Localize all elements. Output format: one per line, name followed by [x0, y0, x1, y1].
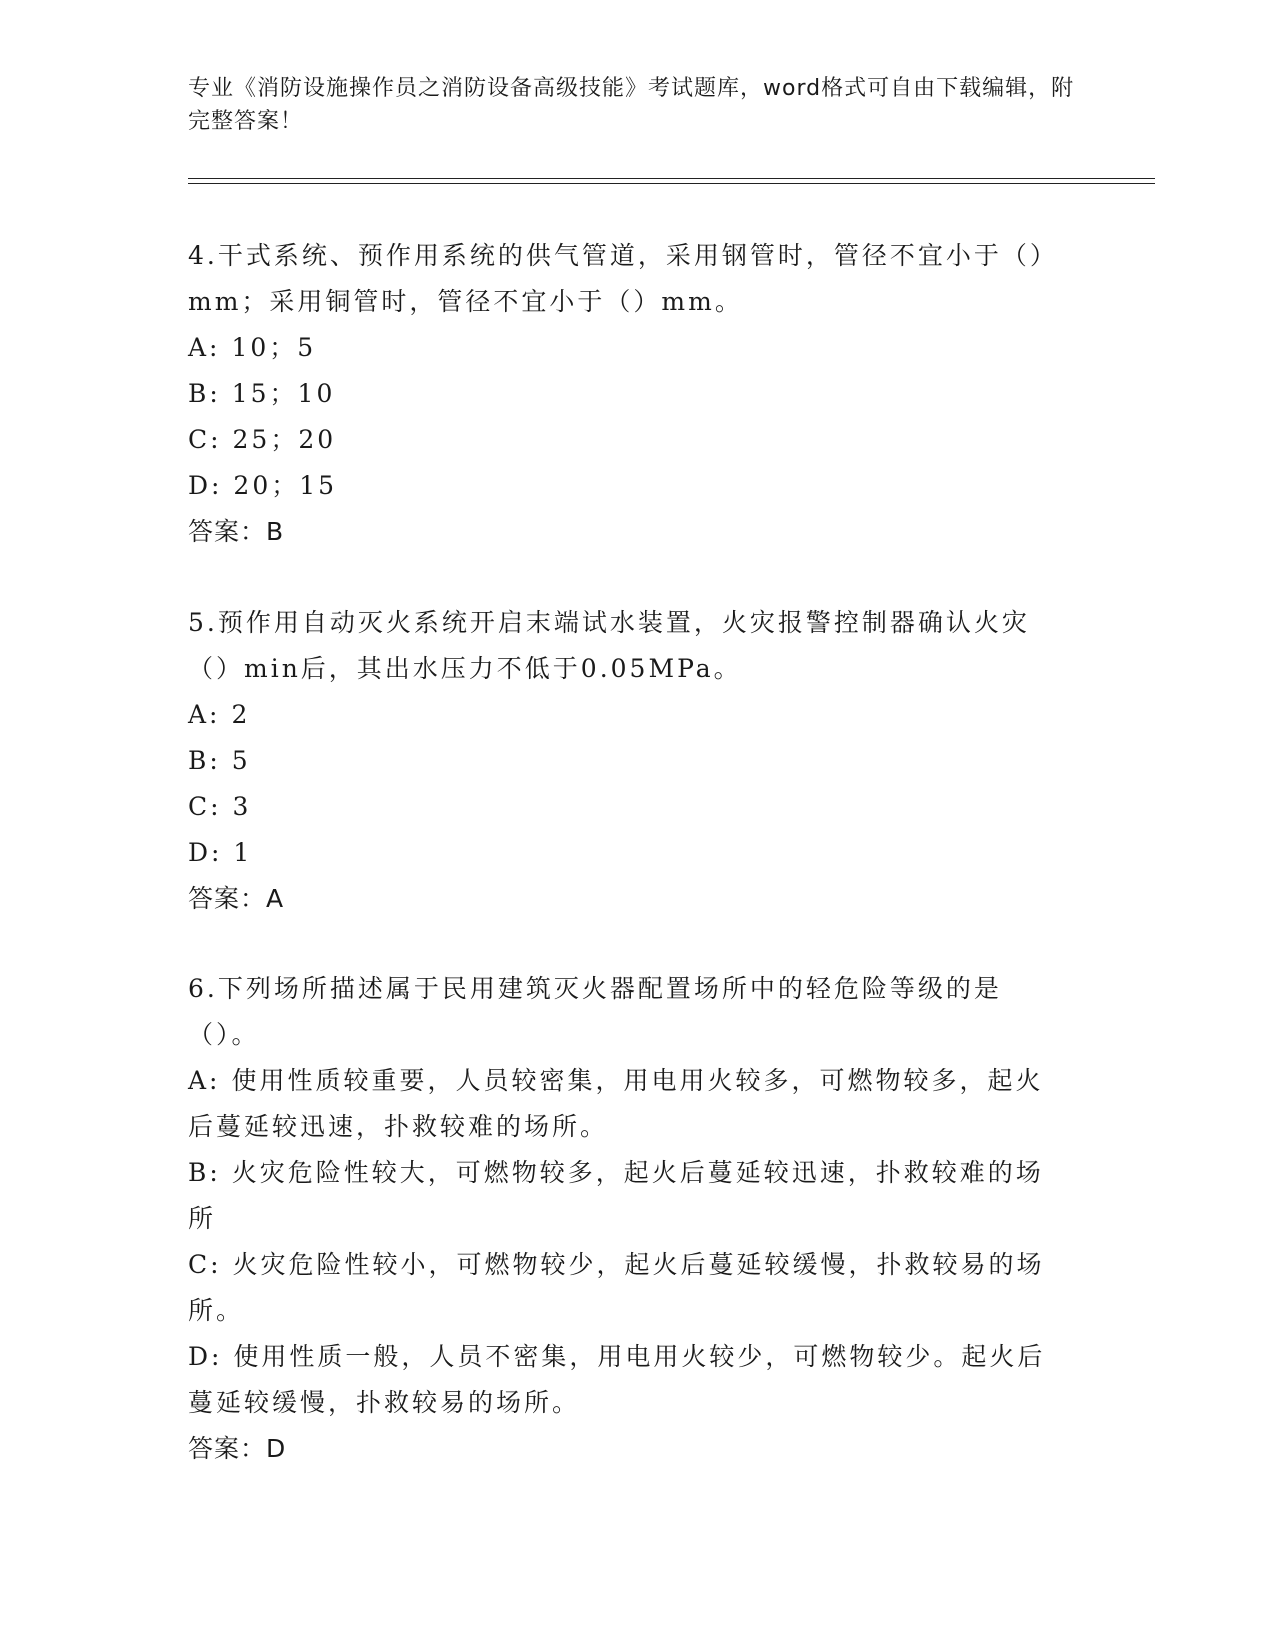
option-b [188, 371, 1068, 417]
option-b [188, 738, 1068, 784]
option-text: 20；15 [233, 471, 338, 500]
option-text: 使用性质一般，人员不密集，用电用火较少，可燃物较少。起火后蔓延较缓慢，扑救较易的场所。 [188, 1342, 1046, 1417]
option-text: 15；10 [231, 379, 336, 408]
page-header: 专业《消防设施操作员之消防设备高级技能》考试题库，word格式可自由下载编辑，附完整答案！ [188, 76, 1075, 134]
answer-line: 答案：A [188, 884, 285, 913]
question-5 [188, 600, 1068, 922]
option-a [188, 325, 1068, 371]
option-letter: C: [188, 792, 222, 821]
option-text: 1 [233, 838, 253, 867]
option-c [188, 784, 1068, 830]
option-c [188, 417, 1068, 463]
option-letter: B: [188, 379, 221, 408]
question-6 [188, 966, 1068, 1472]
option-text: 火灾危险性较小，可燃物较少，起火后蔓延较缓慢，扑救较易的场所。 [188, 1250, 1045, 1325]
answer-line: 答案：D [188, 1434, 287, 1463]
option-letter: D: [188, 471, 223, 500]
option-d [188, 1334, 1068, 1426]
option-text: 火灾危险性较大，可燃物较多，起火后蔓延较迅速，扑救较难的场所 [188, 1158, 1044, 1233]
option-letter: C: [188, 1250, 222, 1279]
option-c [188, 1242, 1068, 1334]
option-letter: D: [188, 1342, 223, 1371]
option-b [188, 1150, 1068, 1242]
option-d [188, 830, 1068, 876]
option-letter: D: [188, 838, 223, 867]
question-stem: 5.预作用自动灭火系统开启末端试水装置，火灾报警控制器确认火灾（）min后，其出水压力不低于0.05MPa。 [188, 608, 1030, 683]
option-text: 5 [231, 746, 251, 775]
option-d [188, 463, 1068, 509]
option-letter: B: [188, 1158, 221, 1187]
option-text: 2 [231, 700, 251, 729]
option-letter: B: [188, 746, 221, 775]
option-text: 10；5 [231, 333, 317, 362]
option-text: 3 [232, 792, 252, 821]
answer-line: 答案：B [188, 517, 285, 546]
header-divider-bottom [188, 183, 1155, 184]
option-letter: A: [188, 700, 221, 729]
option-a [188, 692, 1068, 738]
header-divider-top [188, 178, 1155, 179]
question-stem: 4.干式系统、预作用系统的供气管道，采用钢管时，管径不宜小于（）mm；采用铜管时，管径不宜小于（）mm。 [188, 241, 1058, 316]
option-text: 使用性质较重要，人员较密集，用电用火较多，可燃物较多，起火后蔓延较迅速，扑救较难的场所。 [188, 1066, 1044, 1141]
option-letter: A: [188, 333, 221, 362]
question-4 [188, 233, 1068, 555]
option-letter: C: [188, 425, 222, 454]
option-a [188, 1058, 1068, 1150]
option-letter: A: [188, 1066, 221, 1095]
question-stem: 6.下列场所描述属于民用建筑灭火器配置场所中的轻危险等级的是（）。 [188, 974, 1002, 1049]
option-text: 25；20 [232, 425, 337, 454]
